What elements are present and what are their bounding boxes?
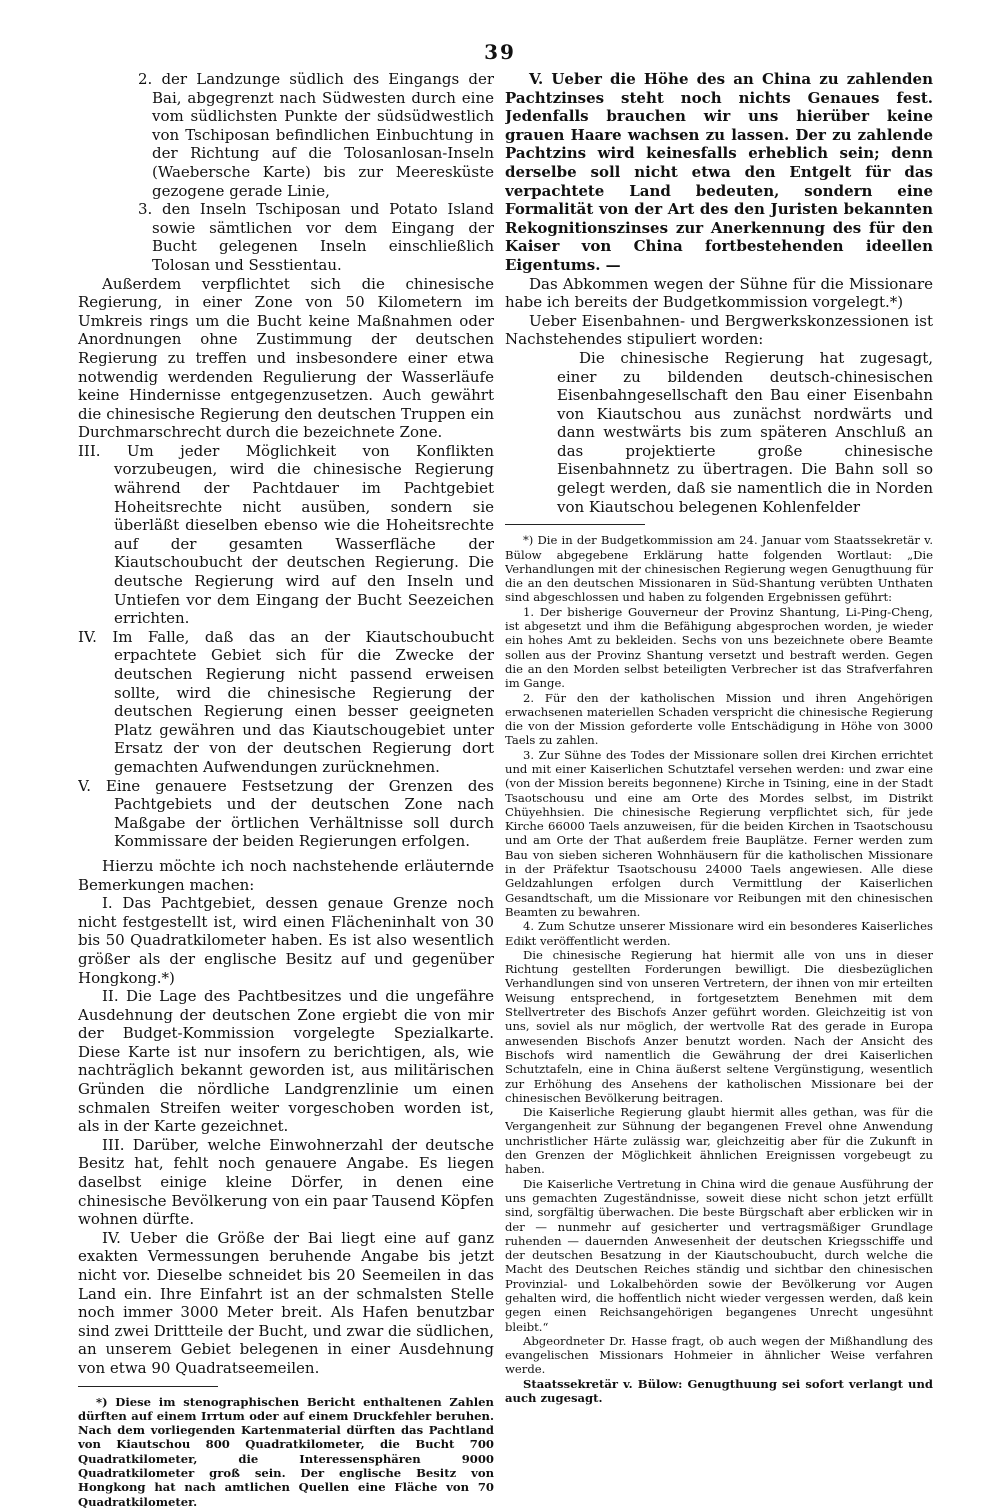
footnote-divider-right (505, 524, 645, 525)
right-column (505, 70, 933, 1405)
footnote-left: *) Diese im stenographischen Bericht enthaltenen Zahlen dürften auf einem Irrtum oder auf einem Druckfehler beruhen. Nach dem vorliegenden Kartenmaterial dürften das Pachtland von Kiautschou 800 Quadratkilometer, die Bucht 700 Quadratkilometer, die Interessensphären 9000 Quadratkilometer groß sein. Der englische Besitz von Hongkong hat nach amtlichen Quellen eine Fläche von 70 Quadratkilometer. (78, 1394, 494, 1509)
paragraph-zone: Außerdem verpflichtet sich die chinesische Regierung, in einer Zone von 50 Kilometern im Umkreis rings um die Bucht keine Maßnahmen oder Anordnungen ohne Zustimmung der deutschen Regierung zu treffen und insbesondere einer etwa notwendig werdenden Regulierung der Wasserläufe keine Hindernisse entgegenzusetzen. Auch gewährt die chinesische Regierung den deutschen Truppen ein Durchmarschrecht durch die bezeichnete Zone. (78, 274, 494, 442)
footnote-hasse: Abgeordneter Dr. Hasse fragt, ob auch wegen der Mißhandlung des evangelischen Missionars Hohmeier in ähnlicher Weise verfahren werde. (505, 1333, 933, 1377)
footnote-paragraph-1: Die chinesische Regierung hat hiermit alle von uns in dieser Richtung gestellten Forderungen bewilligt. Die diesbezüglichen Verhandlungen sind von unseren Vertretern, der ihnen von mir erteilten Weisung entsprechend, in fortgesetztem Benehmen mit dem Stellvertreter des Bischofs Anzer geführt worden. Gleichzeitig ist von uns, soviel als nur möglich, der wertvolle Rat des gerade in Europa anwesenden Bischofs Anzer benutzt worden. Nach der Ansicht des Bischofs wird namentlich die Gewährung der drei Kaiserlichen Schutztafeln, eine in China äußerst seltene Vergünstigung, wesentlich zur Erhöhung des Ansehens der katholischen Missionare bei der chinesischen Bevölkerung beitragen. (505, 947, 933, 1105)
remark-I: I. Das Pachtgebiet, dessen genaue Grenze noch nicht festgestellt ist, wird einen Flächeninhalt von 30 bis 50 Quadratkilometer haben. Es ist also wesentlich größer als der englische Besitz auf und gegenüber Hongkong.*) (78, 894, 494, 987)
paragraph-eisenbahn: Ueber Eisenbahnen- und Bergwerkskonzessionen ist Nachstehendes stipuliert worden: (505, 311, 933, 349)
footnote-item-3: 3. Zur Sühne des Todes der Missionare sollen drei Kirchen errichtet und mit einer Kaiserlichen Schutztafel versehen werden: und zwar eine (von der Mission bereits begonnene) Kirche in Tsining, eine in der Stadt Tsaotschousu und eine am Orte des Mordes selbst, im Distrikt Chüyehhsien. Die chinesische Regierung verpflichtet sich, für jede Kirche 66000 Taels anzuweisen, für die beiden Kirchen in Tsaotschousu und am Orte der That außerdem freie Bauplätze. Ferner werden zum Bau von sieben sicheren Wohnhäusern für die katholischen Missionare in der Präfektur Tsaotschousu 24000 Taels angewiesen. Alle diese Geldzahlungen erfolgen durch Vermittlung der Kaiserlichen Gesandtschaft, um die Missionare vor Reibungen mit den chinesischen Beamten zu bewahren. (505, 747, 933, 919)
footnote-buelow: Staatssekretär v. Bülow: Genugthuung sei sofort verlangt und auch zugesagt. (505, 1376, 933, 1406)
remark-IV: IV. Ueber die Größe der Bai liegt eine auf ganz exakten Vermessungen beruhende Angabe bis jetzt nicht vor. Dieselbe schneidet bis 20 Seemeilen in das Land ein. Ihre Einfahrt ist an der schmalsten Stelle noch immer 3000 Meter breit. Als Hafen benutzbar sind zwei Drittteile der Bucht, und zwar die südlichen, an unserem Gebiet belegenen in einer Ausdehnung von etwa 90 Quadratseemeilen. (78, 1228, 494, 1377)
footnote-divider (78, 1386, 218, 1387)
quote-eisenbahn: Die chinesische Regierung hat zugesagt, einer zu bildenden deutsch-chinesischen Eisenbahngesellschaft den Bau einer Eisenbahn von Kiautschou aus zunächst nordwärts und dann westwärts bis zum späteren Anschluß an das projektierte große chinesische Eisenbahnnetz zu übertragen. Die Bahn soll so gelegt werden, daß sie namentlich die in Norden von Kiautschou belegenen Kohlenfelder (557, 348, 933, 516)
remarks-intro: Hierzu möchte ich noch nachstehende erläuternde Bemerkungen machen: (78, 856, 494, 894)
footnote-item-1: 1. Der bisherige Gouverneur der Provinz Shantung, Li-Ping-Cheng, ist abgesetzt und ihm die Befähigung abgesprochen worden, je wieder ein hohes Amt zu bekleiden. Sechs von uns bezeichnete obere Beamte sollen aus der Provinz Shantung versetzt und bestraft werden. Gegen die an den Morden selbst beteiligten Verbrecher ist das Strafverfahren im Gange. (505, 604, 933, 691)
footnote-intro: *) Die in der Budgetkommission am 24. Januar vom Staatssekretär v. Bülow abgegebene Erklärung hatte folgenden Wortlaut: „Die Verhandlungen mit der chinesischen Regierung wegen Genugthuung für die an den deutschen Missionaren in Süd-Shantung verübten Unthaten sind abgeschlossen und haben zu folgenden Ergebnissen geführt: (505, 533, 933, 605)
footnote-paragraph-2: Die Kaiserliche Regierung glaubt hiermit alles gethan, was für die Vergangenheit zur Sühnung der begangenen Frevel ohne Anwendung unchristlicher Härte zulässig war, gleichzeitig aber für die Zukunft in den Grenzen der Möglichkeit ähnlichen Ereignissen vorgebeugt zu haben. (505, 1105, 933, 1177)
left-column (78, 70, 494, 1509)
paragraph-V-pachtzins: V. Ueber die Höhe des an China zu zahlenden Pachtzinses steht noch nichts Genaues fest. Jedenfalls brauchen wir uns hierüber keine grauen Haare wachsen zu lassen. Der zu zahlende Pachtzins wird keinesfalls erheblich sein; denn derselbe soll nicht etwa den Entgelt für das verpachtete Land bedeuten, sondern eine Formalität von der Art des den Juristen bekannten Rekognitionszinses zur Anerkennung des für den Kaiser von China fortbestehenden ideellen Eigentums. — (505, 70, 933, 274)
article-IV: IV. Im Falle, daß das an der Kiautschoubucht erpachtete Gebiet sich für die Zwecke der deutschen Regierung nicht passend erweisen sollte, wird die chinesische Regierung der deutschen Regierung einen besser geeigneten Platz gewähren und das Kiautschougebiet unter Ersatz der von der deutschen Regierung dort gemachten Aufwendungen zurücknehmen. (78, 627, 494, 776)
enumeration-item-3: 3. den Inseln Tschiposan und Potato Island sowie sämtlichen vor dem Eingang der Bucht gelegenen Inseln einschließlich Tolosan und Sesstientau. (138, 200, 494, 274)
footnote-item-4: 4. Zum Schutze unserer Missionare wird ein besonderes Kaiserliches Edikt veröffentlicht werden. (505, 919, 933, 948)
footnote-paragraph-3: Die Kaiserliche Vertretung in China wird die genaue Ausführung der uns gemachten Zugeständnisse, soweit diese nicht schon jetzt erfüllt sind, sorgfältig überwachen. Die beste Bürgschaft aber erblicken wir in der — nunmehr auf gesicherter und vertragsmäßiger Grundlage ruhenden — dauernden Anwesenheit der deutschen Kriegsschiffe und der deutschen Besatzung in der Kiautschoubucht, durch welche die Macht des Deutschen Reiches ständig und sichtbar den chinesischen Provinzial- und Lokalbehörden sowie der Bevölkerung vor Augen gehalten wird, die hoffentlich nicht wieder vergessen werden, daß kein gegen einen Reichsangehörigen begangenes Unrecht ungesühnt bleibt.“ (505, 1176, 933, 1334)
footnote-item-2: 2. Für den der katholischen Mission und ihren Angehörigen erwachsenen materiellen Schaden verspricht die chinesische Regierung die von der Mission geforderte volle Entschädigung in Höhe von 3000 Taels zu zahlen. (505, 690, 933, 748)
article-V: V. Eine genauere Festsetzung der Grenzen des Pachtgebiets und der deutschen Zone nach Maßgabe der örtlichen Verhältnisse soll durch Kommissare der beiden Regierungen erfolgen. (78, 776, 494, 851)
page-number: 39 (484, 40, 516, 64)
remark-III: III. Darüber, welche Einwohnerzahl der deutsche Besitz hat, fehlt noch genauere Angabe. Es liegen daselbst einige kleine Dörfer, in denen eine chinesische Bevölkerung von ein paar Tausend Köpfen wohnen dürfte. (78, 1135, 494, 1229)
paragraph-suehne: Das Abkommen wegen der Sühne für die Missionare habe ich bereits der Budgetkommission vorgelegt.*) (505, 274, 933, 312)
enumeration-item-2: 2. der Landzunge südlich des Eingangs der Bai, abgegrenzt nach Südwesten durch eine vom südlichsten Punkte der südsüdwestlich von Tschiposan befindlichen Einbuchtung in der Richtung auf die Tolosanlosan-Inseln (Waebersche Karte) bis zur Meeresküste gezogene gerade Linie, (138, 70, 494, 200)
article-III: III. Um jeder Möglichkeit von Konflikten vorzubeugen, wird die chinesische Regierung während der Pachtdauer im Pachtgebiet Hoheitsrechte nicht ausüben, sondern sie überläßt dieselben ebenso wie die Hoheitsrechte auf der gesamten Wasserfläche der Kiautschoubucht der deutschen Regierung. Die deutsche Regierung wird auf den Inseln und Untiefen vor dem Eingang der Bucht Seezeichen errichten. (78, 441, 494, 628)
remark-II: II. Die Lage des Pachtbesitzes und die ungefähre Ausdehnung der deutschen Zone ergiebt die von mir der Budget-Kommission vorgelegte Spezialkarte. Diese Karte ist nur insofern zu berichtigen, als, wie nachträglich bekannt geworden ist, aus militärischen Gründen die nördliche Landgrenzlinie um einen schmalen Streifen weiter vorgeschoben worden ist, als in der Karte gezeichnet. (78, 987, 494, 1136)
